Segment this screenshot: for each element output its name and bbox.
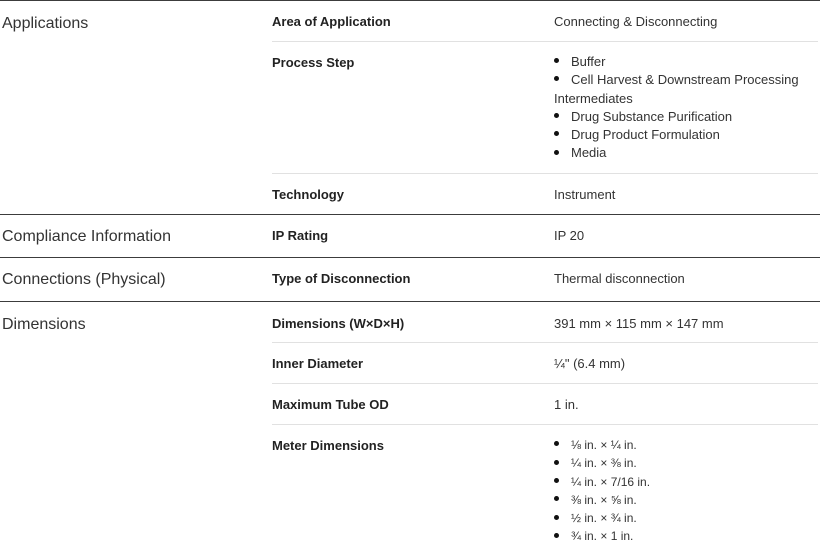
section-rows	[272, 215, 818, 257]
spec-value: 391 mm × 115 mm × 147 mm	[554, 316, 724, 331]
section-connections-physical	[0, 257, 820, 301]
bullet-icon	[554, 113, 559, 118]
section-applications	[0, 0, 820, 214]
spec-value	[554, 425, 816, 543]
list-item	[554, 527, 816, 545]
list-item-text: ¼ in. × ⅜ in.	[571, 456, 637, 471]
list-item-text: Media	[571, 145, 607, 161]
spec-label: Type of Disconnection	[272, 271, 411, 286]
bullet-icon	[554, 441, 559, 446]
spec-value: ¼" (6.4 mm)	[554, 356, 626, 371]
section-rows	[272, 1, 818, 214]
bullet-icon	[554, 496, 559, 501]
spec-row	[272, 342, 818, 383]
list-item-text: Drug Substance Purification	[571, 108, 733, 124]
list-item	[554, 53, 816, 71]
bullet-icon	[554, 515, 559, 520]
section-title: Compliance Information	[2, 228, 171, 245]
spec-row	[272, 383, 818, 424]
spec-label: Inner Diameter	[272, 356, 364, 371]
spec-row	[272, 215, 818, 257]
spec-label: IP Rating	[272, 228, 329, 243]
list-item-text: ¼ in. × 7/16 in.	[571, 474, 651, 489]
spec-row	[272, 258, 818, 301]
list-item	[554, 436, 816, 454]
spec-value: Instrument	[554, 187, 616, 202]
list-item-text: ½ in. × ¾ in.	[571, 511, 637, 526]
spec-value: Thermal disconnection	[554, 271, 685, 286]
spec-row	[272, 173, 818, 214]
bullet-icon	[554, 478, 559, 483]
bullet-list	[554, 436, 816, 546]
section-title: Applications	[2, 15, 89, 32]
list-item-text: Buffer	[571, 54, 606, 69]
list-item	[554, 71, 816, 108]
spec-row	[272, 1, 818, 41]
spec-label: Process Step	[272, 55, 355, 70]
list-item-text: ⅜ in. × ⅝ in.	[571, 492, 637, 507]
spec-value: Connecting & Disconnecting	[554, 14, 718, 29]
bullet-icon	[554, 460, 559, 465]
list-item-text: Drug Product Formulation	[571, 127, 720, 143]
bullet-icon	[554, 131, 559, 136]
spec-label: Maximum Tube OD	[272, 397, 389, 412]
list-item	[554, 473, 816, 491]
list-item	[554, 126, 816, 144]
spec-value	[554, 42, 816, 173]
spec-label: Dimensions (W×D×H)	[272, 316, 405, 331]
spec-row	[272, 41, 818, 173]
spec-row	[272, 302, 818, 342]
bullet-icon	[554, 58, 559, 63]
list-item-text: ¾ in. × 1 in.	[571, 529, 634, 544]
list-item	[554, 509, 816, 527]
bullet-icon	[554, 150, 559, 155]
section-rows	[272, 258, 818, 301]
spec-value: IP 20	[554, 228, 585, 243]
spec-value: 1 in.	[554, 397, 579, 412]
list-item	[554, 454, 816, 472]
section-title: Connections (Physical)	[2, 271, 166, 288]
bullet-icon	[554, 533, 559, 538]
bullet-icon	[554, 76, 559, 81]
section-compliance-information	[0, 214, 820, 257]
spec-label: Meter Dimensions	[272, 438, 384, 453]
spec-label: Area of Application	[272, 14, 391, 29]
bullet-list	[554, 53, 816, 163]
list-item-text: ⅛ in. × ¼ in.	[571, 438, 637, 452]
spec-label: Technology	[272, 187, 344, 202]
list-item-text: Cell Harvest & Downstream Processing Intermediates	[554, 72, 799, 106]
list-item	[554, 491, 816, 509]
section-dimensions	[0, 301, 820, 543]
spec-row	[272, 424, 818, 543]
list-item	[554, 144, 816, 162]
list-item	[554, 108, 816, 126]
section-rows	[272, 302, 818, 543]
section-title: Dimensions	[2, 316, 86, 333]
